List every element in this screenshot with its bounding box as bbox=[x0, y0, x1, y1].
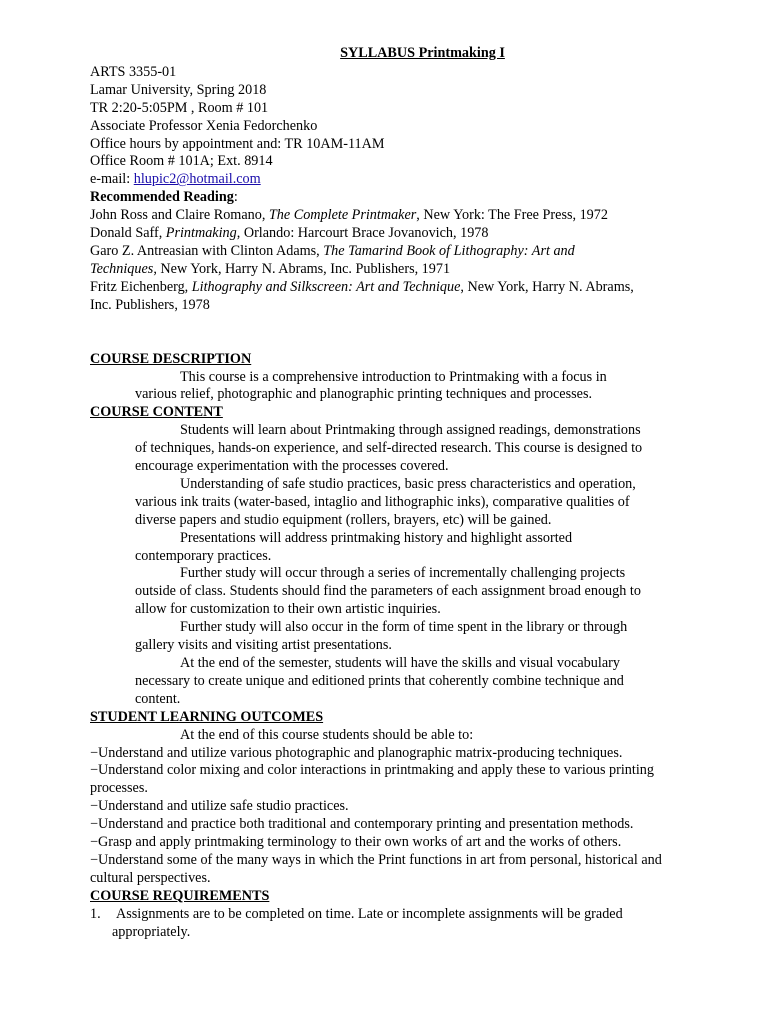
course-requirements-heading: COURSE REQUIREMENTS bbox=[90, 887, 270, 904]
content-paragraph-line: contemporary practices. bbox=[135, 547, 272, 564]
outcome-line: −Understand color mixing and color interactions in printmaking and apply these to various printing bbox=[90, 762, 654, 779]
content-paragraph-line: outside of class. Students should find the parameters of each assignment broad enough to bbox=[135, 583, 641, 600]
content-paragraph-line: allow for customization to their own artistic inquiries. bbox=[135, 601, 441, 618]
content-paragraph-line: content. bbox=[135, 690, 181, 707]
reading-item bbox=[90, 261, 750, 279]
section-gap bbox=[90, 315, 750, 351]
reading-author: Donald Saff, bbox=[90, 225, 166, 242]
reading-label: Recommended Reading bbox=[90, 189, 234, 206]
content-paragraph-line: necessary to create unique and editioned prints that coherently combine technique and bbox=[135, 672, 624, 689]
content-paragraph-line: gallery visits and visiting artist presentations. bbox=[135, 637, 392, 654]
content-paragraph-line: encourage experimentation with the processes covered. bbox=[135, 458, 449, 475]
course-content-heading: COURSE CONTENT bbox=[90, 404, 223, 421]
reading-publisher: , New York, Harry N. Abrams, Inc. Publishers, 1971 bbox=[153, 260, 451, 277]
outcome-line: −Grasp and apply printmaking terminology to their own works of art and the works of others. bbox=[90, 834, 622, 851]
description-line: various relief, photographic and planographic printing techniques and processes. bbox=[135, 386, 593, 403]
requirement-item bbox=[90, 906, 750, 942]
university-term: Lamar University, Spring 2018 bbox=[90, 81, 267, 98]
email-label: e-mail: bbox=[90, 171, 134, 188]
syllabus-page bbox=[90, 45, 750, 942]
reading-publisher: , New York, Harry N. Abrams, bbox=[460, 278, 634, 295]
reading-item bbox=[90, 297, 750, 315]
content-paragraph-first-line: Further study will also occur in the form of time spent in the library or through bbox=[180, 619, 628, 636]
content-paragraph-line: of techniques, hands-on experience, and self-directed research. This course is designed to bbox=[135, 440, 643, 457]
reading-title: Lithography and Silkscreen: Art and Technique bbox=[191, 278, 461, 295]
content-paragraph-first-line: Presentations will address printmaking history and highlight assorted bbox=[180, 529, 573, 546]
course-code: ARTS 3355-01 bbox=[90, 63, 177, 80]
reading-colon: : bbox=[233, 189, 238, 206]
reading-author: Garo Z. Antreasian with Clinton Adams, bbox=[90, 242, 324, 259]
outcome-line: cultural perspectives. bbox=[90, 869, 211, 886]
outcome-line: −Understand and utilize various photographic and planographic matrix-producing techniques. bbox=[90, 744, 623, 761]
reading-publisher: , New York: The Free Press, 1972 bbox=[416, 207, 608, 224]
content-paragraph-line: diverse papers and studio equipment (rollers, brayers, etc) will be gained. bbox=[135, 511, 552, 528]
requirement-line: Assignments are to be completed on time. Late or incomplete assignments will be graded bbox=[116, 905, 623, 922]
content-paragraph-first-line: Further study will occur through a series of incrementally challenging projects bbox=[180, 565, 626, 582]
outcome-line: −Understand some of the many ways in which the Print functions in art from personal, historical and bbox=[90, 851, 662, 868]
reading-item bbox=[90, 207, 750, 225]
instructor-name: Associate Professor Xenia Fedorchenko bbox=[90, 117, 318, 134]
outcome-line: processes. bbox=[90, 780, 148, 797]
course-description-heading: COURSE DESCRIPTION bbox=[90, 350, 252, 367]
document-title: SYLLABUS Printmaking I bbox=[340, 45, 505, 61]
reading-item bbox=[90, 243, 750, 261]
office-hours: Office hours by appointment and: TR 10AM-11AM bbox=[90, 135, 385, 152]
learning-outcomes-heading: STUDENT LEARNING OUTCOMES bbox=[90, 708, 324, 725]
reading-item bbox=[90, 225, 750, 243]
outcomes-intro: At the end of this course students should be able to: bbox=[180, 726, 474, 743]
reading-title: Techniques bbox=[90, 260, 154, 277]
reading-title: Printmaking bbox=[165, 225, 237, 242]
reading-publisher: , Orlando: Harcourt Brace Jovanovich, 1978 bbox=[236, 225, 489, 242]
content-paragraph-line: various ink traits (water-based, intaglio and lithographic inks), comparative qualities of bbox=[135, 493, 630, 510]
reading-author: John Ross and Claire Romano, bbox=[90, 207, 269, 224]
content-paragraph-first-line: Students will learn about Printmaking through assigned readings, demonstrations bbox=[180, 422, 641, 439]
email-line bbox=[90, 171, 750, 189]
reading-title: The Tamarind Book of Lithography: Art and bbox=[323, 242, 575, 259]
reading-item bbox=[90, 279, 750, 297]
requirement-line: appropriately. bbox=[112, 923, 191, 940]
outcome-line: −Understand and practice both traditional and contemporary printing and presentation methods. bbox=[90, 816, 634, 833]
outcome-line: −Understand and utilize safe studio practices. bbox=[90, 798, 349, 815]
description-line: This course is a comprehensive introduction to Printmaking with a focus in bbox=[180, 368, 607, 385]
office-room: Office Room # 101A; Ext. 8914 bbox=[90, 153, 273, 170]
class-schedule: TR 2:20-5:05PM , Room # 101 bbox=[90, 99, 269, 116]
content-paragraph-first-line: Understanding of safe studio practices, basic press characteristics and operation, bbox=[180, 475, 636, 492]
content-paragraph-first-line: At the end of the semester, students will have the skills and visual vocabulary bbox=[180, 655, 620, 671]
reading-author: Inc. Publishers, 1978 bbox=[90, 296, 210, 313]
email-link[interactable]: hlupic2@hotmail.com bbox=[133, 171, 261, 188]
reading-title: The Complete Printmaker bbox=[268, 207, 417, 224]
requirement-number: 1. bbox=[90, 905, 101, 922]
recommended-reading-heading bbox=[90, 189, 750, 207]
reading-author: Fritz Eichenberg, bbox=[90, 278, 192, 295]
